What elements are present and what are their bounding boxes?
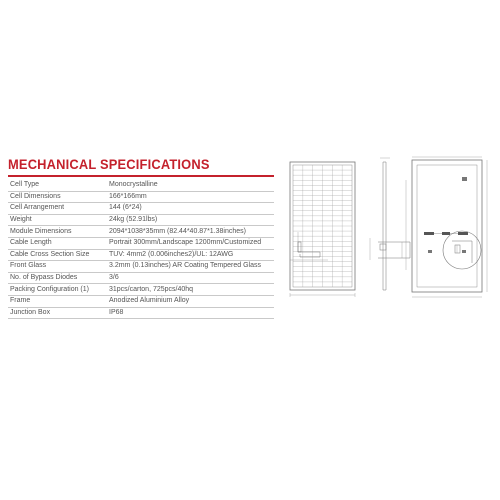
frame-corner-detail (370, 238, 410, 260)
spec-row-cable-cross-section (8, 249, 274, 261)
spec-value: 31pcs/carton, 725pcs/40hq (107, 284, 274, 296)
spec-label: Front Glass (8, 261, 107, 273)
spec-row-cable-length (8, 237, 274, 249)
spec-row-frame (8, 295, 274, 307)
mounting-hole-icon (462, 177, 467, 181)
spec-row-bypass-diodes (8, 272, 274, 284)
spec-label: Cable Length (8, 237, 107, 249)
spec-value: Portrait 300mm/Landscape 1200mm/Customized (107, 237, 274, 249)
spec-label: Packing Configuration (1) (8, 284, 107, 296)
spec-row-cell-type (8, 180, 274, 191)
module-side-view (380, 158, 390, 290)
section-title: MECHANICAL SPECIFICATIONS (8, 156, 210, 172)
spec-row-front-glass (8, 261, 274, 273)
spec-row-weight (8, 214, 274, 226)
spec-label: Junction Box (8, 307, 107, 319)
spec-row-packing-configuration (8, 284, 274, 296)
spec-value: 166*166mm (107, 191, 274, 203)
spec-label: Cell Dimensions (8, 191, 107, 203)
module-front-view (290, 162, 355, 297)
spec-row-cell-arrangement (8, 203, 274, 215)
spec-value: 2094*1038*35mm (82.44*40.87*1.38inches) (107, 226, 274, 238)
spec-value: 144 (6*24) (107, 203, 274, 215)
spec-value: 3.2mm (0.13inches) AR Coating Tempered Glass (107, 261, 274, 273)
spec-value: IP68 (107, 307, 274, 319)
spec-value: TUV: 4mm2 (0.006inches2)/UL: 12AWG (107, 249, 274, 261)
junction-box-icon (424, 232, 434, 235)
spec-row-junction-box (8, 307, 274, 319)
spec-label: No. of Bypass Diodes (8, 272, 107, 284)
spec-label: Module Dimensions (8, 226, 107, 238)
spec-value: 3/6 (107, 272, 274, 284)
spec-value: Monocrystalline (107, 180, 274, 191)
module-rear-view (406, 157, 487, 297)
spec-value: Anodized Aluminium Alloy (107, 295, 274, 307)
mechanical-specs-table (8, 180, 274, 319)
spec-value: 24kg (52.91lbs) (107, 214, 274, 226)
spec-label: Cell Type (8, 180, 107, 191)
spec-label: Cell Arrangement (8, 203, 107, 215)
spec-label: Weight (8, 214, 107, 226)
spec-label: Cable Cross Section Size (8, 249, 107, 261)
module-technical-drawings (280, 150, 495, 320)
spec-row-module-dimensions (8, 226, 274, 238)
title-underline (8, 175, 274, 177)
spec-row-cell-dimensions (8, 191, 274, 203)
spec-label: Frame (8, 295, 107, 307)
